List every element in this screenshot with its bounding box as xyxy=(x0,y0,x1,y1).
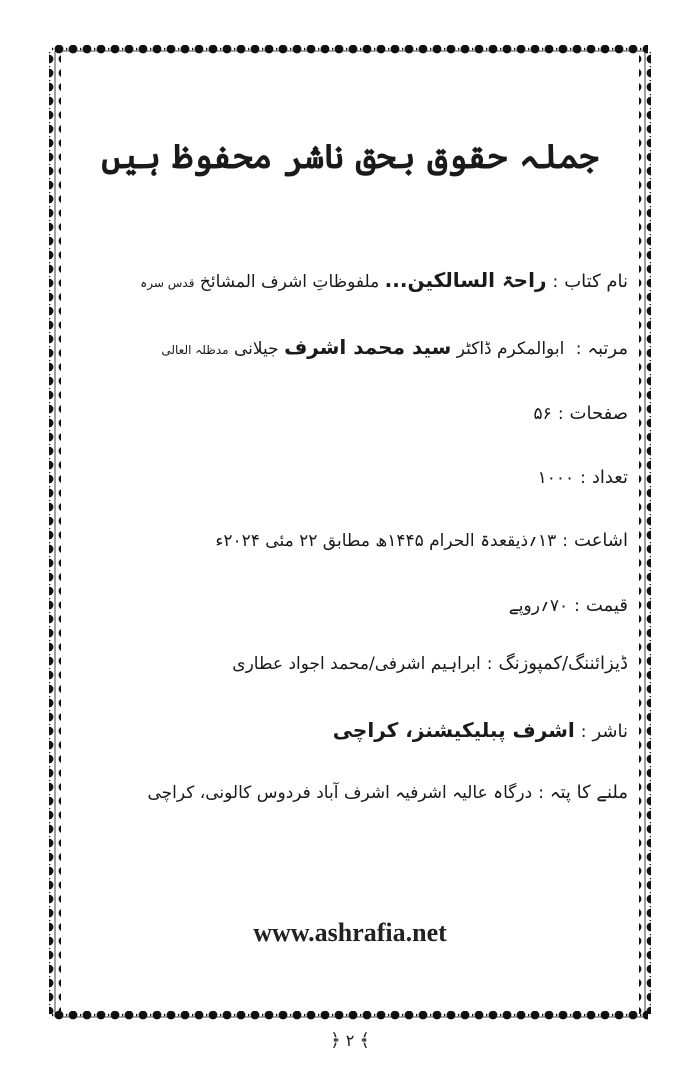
pages-row xyxy=(70,403,628,424)
designing-value: ابراہیم اشرفی/محمد اجواد عطاری xyxy=(232,654,481,674)
price-value: ۷۰؍روپے xyxy=(508,596,569,616)
separator: : xyxy=(538,783,544,803)
separator: : xyxy=(486,654,493,674)
address-label: ملنے کا پتہ xyxy=(549,782,628,803)
book-name-label: نام کتاب xyxy=(564,271,628,292)
pages-label: صفحات xyxy=(569,403,628,424)
separator: : xyxy=(552,272,559,292)
imprint-page xyxy=(70,120,630,1000)
separator: : xyxy=(557,404,564,424)
page-number xyxy=(310,1030,390,1056)
publisher-value: اشرف پبلیکیشنز، کراچی xyxy=(332,718,575,742)
publisher-row xyxy=(70,718,628,742)
address-row xyxy=(70,782,628,803)
compiler-honorific: مدظلہ العالی xyxy=(161,343,229,357)
publisher-label: ناشر xyxy=(592,721,628,742)
quantity-row xyxy=(70,467,628,488)
page-number-value: ۲ xyxy=(345,1031,355,1050)
separator: : xyxy=(580,468,586,488)
book-name-row xyxy=(70,268,628,292)
price-label: قیمت xyxy=(585,595,628,616)
publication-value: ۱۳؍ذیقعدۃ الحرام ۱۴۴۵ھ مطابق ۲۲ مئی ۲۰۲۴ء xyxy=(215,531,557,551)
compiler-prefix: ابوالمکرم ڈاکٹر xyxy=(456,339,565,359)
book-name-honorific: قدس سرہ xyxy=(140,276,195,290)
website-link[interactable]: www.ashrafia.net xyxy=(253,918,447,947)
designing-label: ڈیزائننگ/کمپوزنگ xyxy=(498,653,628,674)
right-bracket-ornament: ﴿ xyxy=(330,1030,341,1051)
separator: : xyxy=(575,339,582,359)
book-name-subtitle: ملفوظاتِ اشرف المشائخ xyxy=(199,272,380,292)
separator: : xyxy=(562,531,569,551)
quantity-label: تعداد xyxy=(591,467,628,488)
publication-label: اشاعت xyxy=(574,530,628,551)
price-row xyxy=(70,595,628,616)
publication-row xyxy=(70,530,628,551)
compiler-label: مرتبہ xyxy=(587,338,628,359)
designing-row xyxy=(70,653,628,674)
address-value: درگاہ عالیہ اشرفیہ اشرف آباد فردوس کالونی، کراچی xyxy=(147,783,533,803)
quantity-value: ۱۰۰۰ xyxy=(537,468,575,488)
pages-value: ۵۶ xyxy=(533,404,552,424)
separator: : xyxy=(580,722,587,742)
separator: : xyxy=(574,596,580,616)
compiler-name-rest: جیلانی xyxy=(233,339,279,359)
page-title: جملہ حقوق بحق ناشر محفوظ ہیں xyxy=(101,137,599,177)
compiler-row xyxy=(70,335,628,359)
compiler-name: سید محمد اشرف xyxy=(284,335,452,359)
book-name-value: راحۃ السالکین... xyxy=(384,268,547,292)
left-bracket-ornament: ﴾ xyxy=(359,1030,370,1051)
